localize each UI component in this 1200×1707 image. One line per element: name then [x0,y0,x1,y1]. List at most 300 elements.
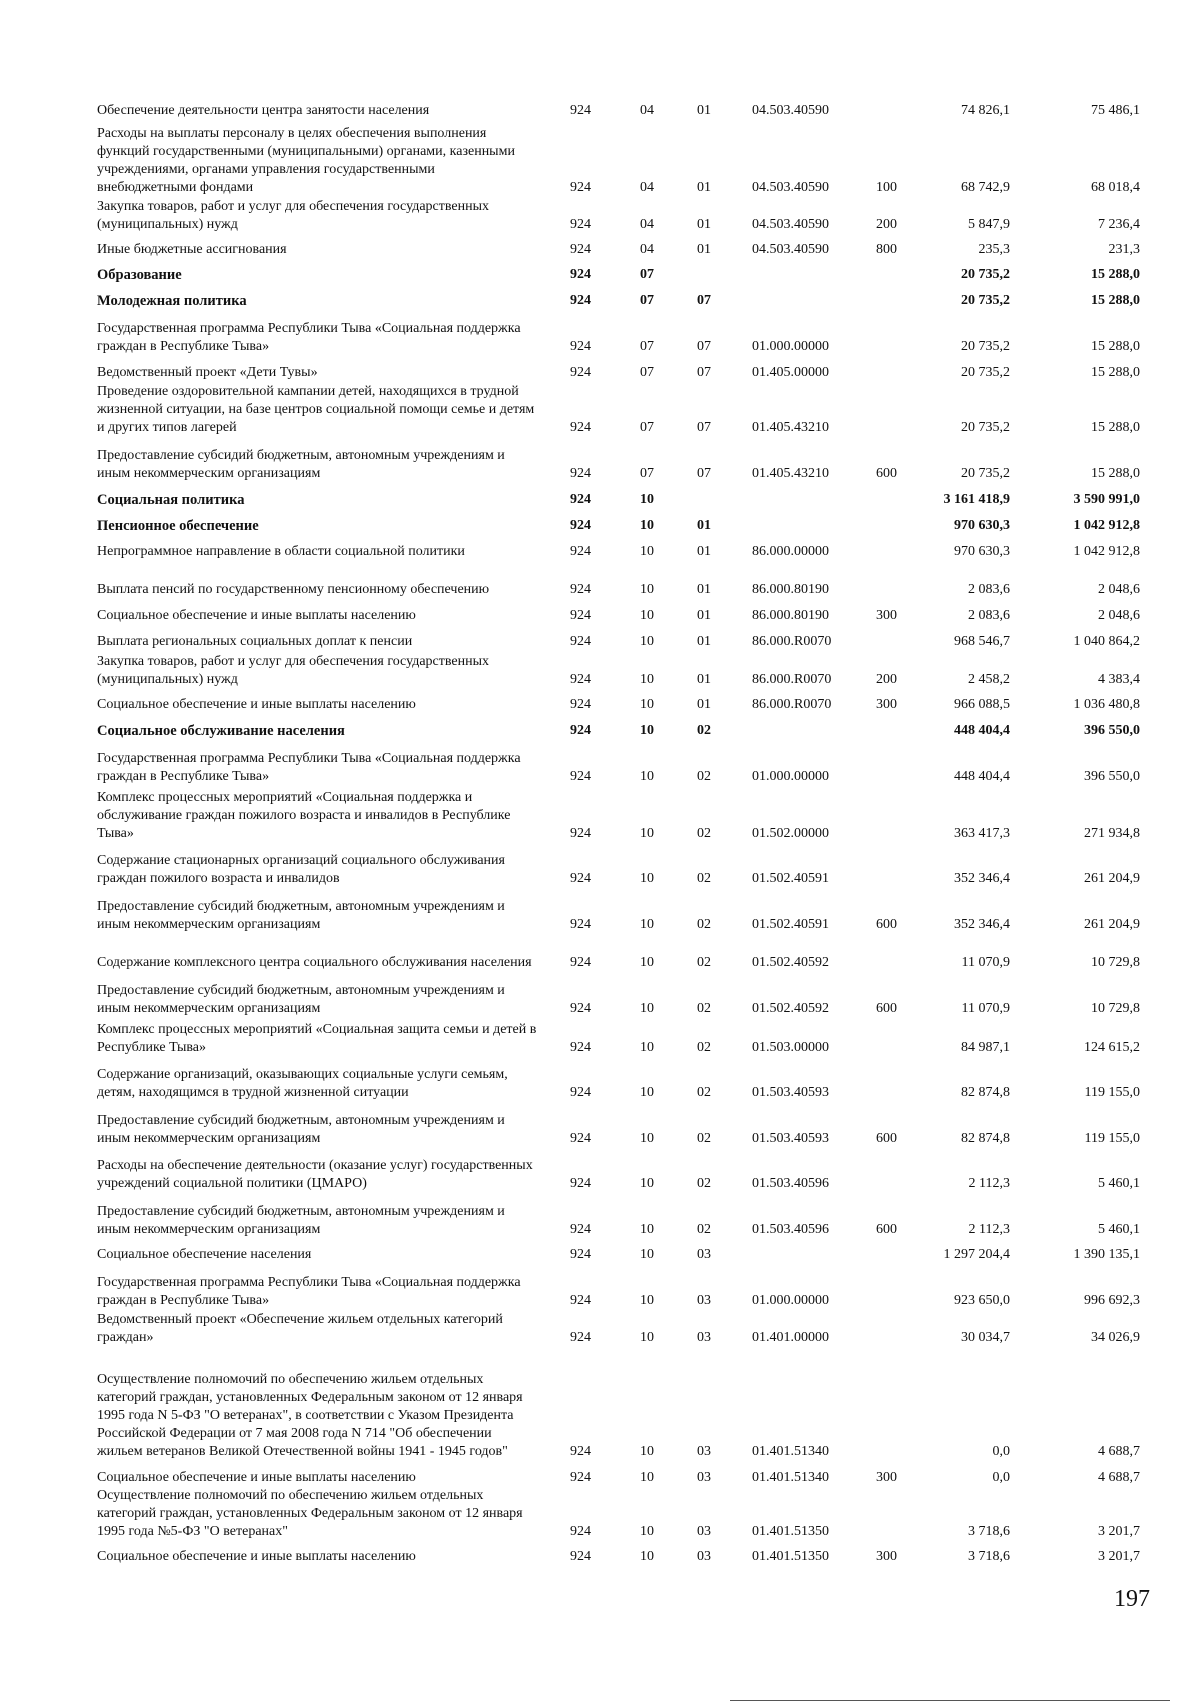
cell-rz: 10 [640,871,654,886]
cell-rz: 10 [640,544,654,559]
row-name: Образование [97,267,182,283]
cell-rz: 04 [640,242,654,257]
table-row [0,448,1200,483]
cell-sum-2: 996 692,3 [1084,1293,1140,1308]
row-name: Комплекс процессных мероприятий «Социальная защита семьи и детей в Республике Тыва» [97,1022,537,1055]
cell-pr: 02 [697,1176,711,1191]
row-name: Государственная программа Республики Тыва «Социальная поддержка граждан в Республике Тыва» [97,321,521,354]
cell-csr: 01.405.00000 [752,365,829,380]
cell-ved: 924 [570,180,591,195]
cell-csr: 01.000.00000 [752,1293,829,1308]
cell-sum-1: 448 404,4 [954,769,1010,784]
cell-sum-1: 2 083,6 [968,582,1010,597]
cell-sum-2: 2 048,6 [1098,582,1140,597]
row-name: Социальное обеспечение и иные выплаты населению [97,608,416,623]
cell-sum-2: 34 026,9 [1091,1330,1140,1345]
cell-ved: 924 [570,1131,591,1146]
cell-pr: 02 [697,1040,711,1055]
cell-rz: 07 [640,365,654,380]
cell-pr: 07 [697,339,711,354]
row-name: Молодежная политика [97,293,247,309]
cell-pr: 01 [697,518,711,533]
cell-csr: 01.401.51350 [752,1524,829,1539]
cell-sum-1: 2 083,6 [968,608,1010,623]
cell-pr: 02 [697,955,711,970]
cell-sum-1: 352 346,4 [954,871,1010,886]
cell-pr: 03 [697,1470,711,1485]
cell-rz: 10 [640,1001,654,1016]
row-name: Содержание стационарных организаций социального обслуживания граждан пожилого возраста и инвалидов [97,853,505,886]
cell-sum-1: 0,0 [992,1444,1010,1459]
cell-rz: 10 [640,582,654,597]
row-name: Расходы на обеспечение деятельности (оказание услуг) государственных учреждений социальной политики (ЦМАРО) [97,1158,533,1191]
table-row [0,1275,1200,1310]
cell-csr: 01.401.51350 [752,1549,829,1564]
table-row [0,1372,1200,1461]
cell-pr: 01 [697,697,711,712]
row-name: Непрограммное направление в области социальной политики [97,544,465,559]
table-row [0,102,1200,120]
cell-sum-2: 3 201,7 [1098,1524,1140,1539]
table-row [0,1022,1200,1057]
cell-ved: 924 [570,1176,591,1191]
cell-ved: 924 [570,420,591,435]
table-row [0,1204,1200,1239]
table-row [0,1158,1200,1193]
cell-sum-2: 15 288,0 [1091,339,1140,354]
cell-vr: 600 [876,1222,897,1237]
cell-sum-2: 261 204,9 [1084,871,1140,886]
cell-sum-1: 448 404,4 [954,723,1010,738]
cell-pr: 03 [697,1444,711,1459]
cell-pr: 01 [697,634,711,649]
cell-ved: 924 [570,217,591,232]
table-row [0,1113,1200,1148]
cell-sum-1: 968 546,7 [954,634,1010,649]
cell-sum-1: 3 718,6 [968,1549,1010,1564]
cell-vr: 200 [876,217,897,232]
cell-sum-1: 20 735,2 [961,420,1010,435]
bottom-rule [730,1700,1170,1701]
cell-pr: 02 [697,917,711,932]
cell-rz: 10 [640,1524,654,1539]
cell-rz: 10 [640,1247,654,1262]
cell-sum-1: 20 735,2 [961,466,1010,481]
row-name: Ведомственный проект «Дети Тувы» [97,365,318,380]
row-name: Проведение оздоровительной кампании детей, находящихся в трудной жизненной ситуации, на базе центров социальной помощи семье и детям и других типов лагерей [97,384,535,435]
cell-rz: 10 [640,1293,654,1308]
cell-sum-2: 75 486,1 [1091,103,1140,118]
cell-rz: 10 [640,1549,654,1564]
cell-csr: 01.503.40596 [752,1222,829,1237]
cell-pr: 01 [697,544,711,559]
cell-sum-2: 1 042 912,8 [1073,544,1140,559]
cell-sum-2: 15 288,0 [1091,365,1140,380]
cell-sum-2: 1 036 480,8 [1073,697,1140,712]
cell-ved: 924 [570,1470,591,1485]
cell-ved: 924 [570,1001,591,1016]
cell-vr: 600 [876,1131,897,1146]
cell-ved: 924 [570,1549,591,1564]
cell-pr: 03 [697,1524,711,1539]
cell-rz: 07 [640,339,654,354]
cell-ved: 924 [570,518,591,533]
cell-csr: 01.502.00000 [752,826,829,841]
cell-csr: 86.000.00000 [752,544,829,559]
cell-sum-1: 3 161 418,9 [943,492,1010,507]
cell-sum-2: 261 204,9 [1084,917,1140,932]
cell-pr: 03 [697,1549,711,1564]
table-row [0,292,1200,310]
row-name: Социальное обслуживание населения [97,723,345,739]
cell-rz: 10 [640,672,654,687]
cell-ved: 924 [570,242,591,257]
cell-rz: 10 [640,697,654,712]
cell-csr: 01.000.00000 [752,339,829,354]
row-name: Социальное обеспечение населения [97,1247,312,1262]
table-row [0,1312,1200,1347]
cell-sum-2: 396 550,0 [1084,769,1140,784]
cell-rz: 10 [640,1040,654,1055]
table-row [0,722,1200,740]
table-row [0,751,1200,786]
table-row [0,1246,1200,1264]
cell-sum-1: 3 718,6 [968,1524,1010,1539]
cell-ved: 924 [570,466,591,481]
cell-csr: 86.000.R0070 [752,634,832,649]
cell-sum-1: 84 987,1 [961,1040,1010,1055]
cell-rz: 10 [640,492,654,507]
cell-rz: 10 [640,518,654,533]
cell-sum-2: 124 615,2 [1084,1040,1140,1055]
cell-pr: 02 [697,871,711,886]
cell-rz: 10 [640,1176,654,1191]
table-row [0,899,1200,934]
cell-sum-1: 1 297 204,4 [943,1247,1010,1262]
cell-sum-2: 7 236,4 [1098,217,1140,232]
cell-csr: 04.503.40590 [752,180,829,195]
cell-pr: 01 [697,242,711,257]
cell-sum-1: 20 735,2 [961,267,1010,282]
table-row [0,1067,1200,1102]
row-name: Социальное обеспечение и иные выплаты населению [97,1549,416,1564]
cell-csr: 04.503.40590 [752,217,829,232]
cell-rz: 04 [640,103,654,118]
cell-pr: 02 [697,826,711,841]
row-name: Закупка товаров, работ и услуг для обеспечения государственных (муниципальных) нужд [97,654,490,687]
cell-rz: 04 [640,180,654,195]
cell-sum-2: 5 460,1 [1098,1176,1140,1191]
row-name: Предоставление субсидий бюджетным, автономным учреждениям и иным некоммерческим организациям [97,899,505,932]
cell-sum-2: 231,3 [1108,242,1140,257]
table-row [0,1488,1200,1541]
row-name: Предоставление субсидий бюджетным, автономным учреждениям и иным некоммерческим организациям [97,983,505,1016]
cell-pr: 01 [697,103,711,118]
row-name: Государственная программа Республики Тыва «Социальная поддержка граждан в Республике Тыва» [97,751,521,784]
cell-rz: 10 [640,1444,654,1459]
cell-pr: 07 [697,420,711,435]
cell-sum-2: 3 590 991,0 [1073,492,1140,507]
table-row [0,199,1200,234]
cell-sum-1: 20 735,2 [961,365,1010,380]
table-row [0,126,1200,197]
cell-rz: 10 [640,1470,654,1485]
cell-csr: 01.502.40591 [752,917,829,932]
cell-rz: 10 [640,955,654,970]
cell-csr: 01.503.40596 [752,1176,829,1191]
row-name: Закупка товаров, работ и услуг для обеспечения государственных (муниципальных) нужд [97,199,490,232]
cell-sum-2: 271 934,8 [1084,826,1140,841]
cell-pr: 02 [697,1131,711,1146]
cell-ved: 924 [570,826,591,841]
row-name: Выплата пенсий по государственному пенсионному обеспечению [97,582,490,597]
cell-rz: 10 [640,634,654,649]
row-name: Государственная программа Республики Тыва «Социальная поддержка граждан в Республике Тыва» [97,1275,521,1308]
cell-csr: 86.000.80190 [752,608,829,623]
cell-sum-2: 10 729,8 [1091,955,1140,970]
cell-csr: 01.503.00000 [752,1040,829,1055]
cell-rz: 04 [640,217,654,232]
cell-rz: 07 [640,267,654,282]
table-row [0,384,1200,437]
cell-sum-1: 923 650,0 [954,1293,1010,1308]
cell-sum-1: 68 742,9 [961,180,1010,195]
cell-vr: 600 [876,917,897,932]
cell-csr: 01.401.51340 [752,1444,829,1459]
cell-pr: 03 [697,1293,711,1308]
table-row [0,853,1200,888]
row-name: Комплекс процессных мероприятий «Социальная поддержка и обслуживание граждан пожилого возраста и инвалидов в Республике Тыва» [97,790,511,841]
cell-vr: 200 [876,672,897,687]
cell-pr: 07 [697,466,711,481]
cell-sum-1: 5 847,9 [968,217,1010,232]
table-row [0,1469,1200,1487]
cell-sum-2: 1 390 135,1 [1073,1247,1140,1262]
table-row [0,266,1200,284]
cell-pr: 01 [697,608,711,623]
cell-rz: 10 [640,608,654,623]
row-name: Содержание организаций, оказывающих социальные услуги семьям, детям, находящимся в трудной жизненной ситуации [97,1067,508,1100]
cell-ved: 924 [570,339,591,354]
cell-sum-2: 15 288,0 [1091,293,1140,308]
cell-sum-1: 363 417,3 [954,826,1010,841]
cell-ved: 924 [570,1330,591,1345]
cell-sum-2: 2 048,6 [1098,608,1140,623]
table-row [0,607,1200,625]
cell-sum-2: 396 550,0 [1084,723,1140,738]
cell-sum-2: 4 688,7 [1098,1444,1140,1459]
cell-ved: 924 [570,582,591,597]
cell-rz: 07 [640,466,654,481]
cell-vr: 600 [876,1001,897,1016]
cell-ved: 924 [570,871,591,886]
cell-csr: 01.000.00000 [752,769,829,784]
cell-pr: 01 [697,180,711,195]
table-row [0,954,1200,972]
cell-sum-2: 15 288,0 [1091,267,1140,282]
cell-rz: 10 [640,723,654,738]
row-name: Обеспечение деятельности центра занятости населения [97,103,430,118]
cell-sum-2: 4 383,4 [1098,672,1140,687]
cell-rz: 10 [640,1085,654,1100]
row-name: Пенсионное обеспечение [97,518,259,534]
table-row [0,1548,1200,1566]
cell-sum-1: 20 735,2 [961,293,1010,308]
cell-csr: 04.503.40590 [752,242,829,257]
cell-ved: 924 [570,1222,591,1237]
cell-ved: 924 [570,955,591,970]
cell-ved: 924 [570,769,591,784]
cell-sum-1: 11 070,9 [961,955,1010,970]
cell-csr: 01.502.40592 [752,1001,829,1016]
cell-pr: 07 [697,365,711,380]
cell-ved: 924 [570,365,591,380]
cell-pr: 02 [697,1085,711,1100]
table-row [0,983,1200,1018]
row-name: Иные бюджетные ассигнования [97,242,287,257]
cell-rz: 10 [640,1330,654,1345]
cell-ved: 924 [570,672,591,687]
cell-csr: 86.000.R0070 [752,697,832,712]
cell-ved: 924 [570,492,591,507]
cell-ved: 924 [570,267,591,282]
cell-sum-2: 15 288,0 [1091,420,1140,435]
cell-vr: 300 [876,608,897,623]
cell-sum-1: 970 630,3 [954,518,1010,533]
cell-pr: 02 [697,1001,711,1016]
cell-csr: 01.401.00000 [752,1330,829,1345]
cell-rz: 10 [640,917,654,932]
table-row [0,364,1200,382]
row-name: Осуществление полномочий по обеспечению жильем отдельных категорий граждан, установленных Федеральным законом от 12 января 1995 года N 5-ФЗ "О ветеранах", в соответствии с Указом Президента Российской Федерации от 7 мая 2008 года N 714 "Об обеспечении жильем ветеранов Великой Отечественной войны 1941 - 1945 годов" [97,1372,523,1459]
table-row [0,491,1200,509]
cell-sum-1: 352 346,4 [954,917,1010,932]
row-name: Социальная политика [97,492,245,508]
cell-csr: 01.405.43210 [752,466,829,481]
table-row [0,543,1200,561]
cell-ved: 924 [570,1524,591,1539]
cell-ved: 924 [570,723,591,738]
cell-ved: 924 [570,917,591,932]
cell-sum-1: 0,0 [992,1470,1010,1485]
cell-csr: 01.405.43210 [752,420,829,435]
cell-sum-2: 119 155,0 [1084,1085,1140,1100]
row-name: Содержание комплексного центра социального обслуживания населения [97,955,532,970]
cell-sum-1: 235,3 [978,242,1010,257]
table-row [0,581,1200,599]
cell-sum-1: 2 112,3 [968,1176,1010,1191]
cell-sum-2: 3 201,7 [1098,1549,1140,1564]
cell-vr: 100 [876,180,897,195]
cell-ved: 924 [570,634,591,649]
cell-rz: 07 [640,293,654,308]
cell-rz: 10 [640,1131,654,1146]
cell-sum-1: 82 874,8 [961,1131,1010,1146]
cell-pr: 03 [697,1247,711,1262]
cell-sum-1: 966 088,5 [954,697,1010,712]
table-row [0,654,1200,689]
cell-vr: 300 [876,697,897,712]
cell-ved: 924 [570,544,591,559]
cell-pr: 02 [697,723,711,738]
cell-rz: 07 [640,420,654,435]
cell-ved: 924 [570,697,591,712]
row-name: Предоставление субсидий бюджетным, автономным учреждениям и иным некоммерческим организациям [97,1204,505,1237]
row-name: Выплата региональных социальных доплат к пенсии [97,634,413,649]
cell-sum-2: 15 288,0 [1091,466,1140,481]
row-name: Социальное обеспечение и иные выплаты населению [97,697,416,712]
table-row [0,790,1200,843]
cell-ved: 924 [570,1293,591,1308]
cell-csr: 01.503.40593 [752,1131,829,1146]
cell-vr: 600 [876,466,897,481]
cell-ved: 924 [570,1085,591,1100]
cell-pr: 01 [697,582,711,597]
cell-pr: 01 [697,672,711,687]
row-name: Предоставление субсидий бюджетным, автономным учреждениям и иным некоммерческим организациям [97,448,505,481]
cell-vr: 300 [876,1470,897,1485]
cell-csr: 04.503.40590 [752,103,829,118]
row-name: Осуществление полномочий по обеспечению жильем отдельных категорий граждан, установленных Федеральным законом от 12 января 1995 года №5-ФЗ "О ветеранах" [97,1488,523,1539]
cell-sum-1: 74 826,1 [961,103,1010,118]
cell-pr: 02 [697,769,711,784]
cell-csr: 01.502.40592 [752,955,829,970]
cell-sum-2: 5 460,1 [1098,1222,1140,1237]
cell-rz: 10 [640,769,654,784]
row-name: Социальное обеспечение и иные выплаты населению [97,1470,416,1485]
cell-vr: 800 [876,242,897,257]
cell-sum-2: 1 040 864,2 [1073,634,1140,649]
cell-ved: 924 [570,1444,591,1459]
cell-rz: 10 [640,1222,654,1237]
cell-rz: 10 [640,826,654,841]
cell-sum-1: 2 458,2 [968,672,1010,687]
cell-sum-1: 11 070,9 [961,1001,1010,1016]
row-name: Предоставление субсидий бюджетным, автономным учреждениям и иным некоммерческим организациям [97,1113,505,1146]
cell-sum-1: 20 735,2 [961,339,1010,354]
cell-ved: 924 [570,103,591,118]
table-row [0,633,1200,651]
cell-sum-1: 82 874,8 [961,1085,1010,1100]
cell-ved: 924 [570,1247,591,1262]
row-name: Ведомственный проект «Обеспечение жильем отдельных категорий граждан» [97,1312,503,1345]
cell-csr: 86.000.80190 [752,582,829,597]
table-row [0,241,1200,259]
page-number: 197 [1114,1586,1150,1612]
cell-csr: 01.401.51340 [752,1470,829,1485]
cell-ved: 924 [570,1040,591,1055]
cell-sum-1: 2 112,3 [968,1222,1010,1237]
cell-pr: 01 [697,217,711,232]
cell-csr: 01.503.40593 [752,1085,829,1100]
cell-sum-2: 68 018,4 [1091,180,1140,195]
table-row [0,696,1200,714]
cell-sum-1: 30 034,7 [961,1330,1010,1345]
cell-ved: 924 [570,293,591,308]
cell-ved: 924 [570,608,591,623]
row-name: Расходы на выплаты персоналу в целях обеспечения выполнения функций государственными (муниципальными) органами, казенными учреждениями, органами управления государственными внебюджетными фондами [97,126,515,195]
cell-pr: 03 [697,1330,711,1345]
table-row [0,321,1200,356]
cell-csr: 86.000.R0070 [752,672,832,687]
cell-pr: 02 [697,1222,711,1237]
cell-pr: 07 [697,293,711,308]
cell-csr: 01.502.40591 [752,871,829,886]
cell-sum-2: 1 042 912,8 [1073,518,1140,533]
cell-sum-2: 10 729,8 [1091,1001,1140,1016]
table-row [0,517,1200,535]
cell-sum-1: 970 630,3 [954,544,1010,559]
